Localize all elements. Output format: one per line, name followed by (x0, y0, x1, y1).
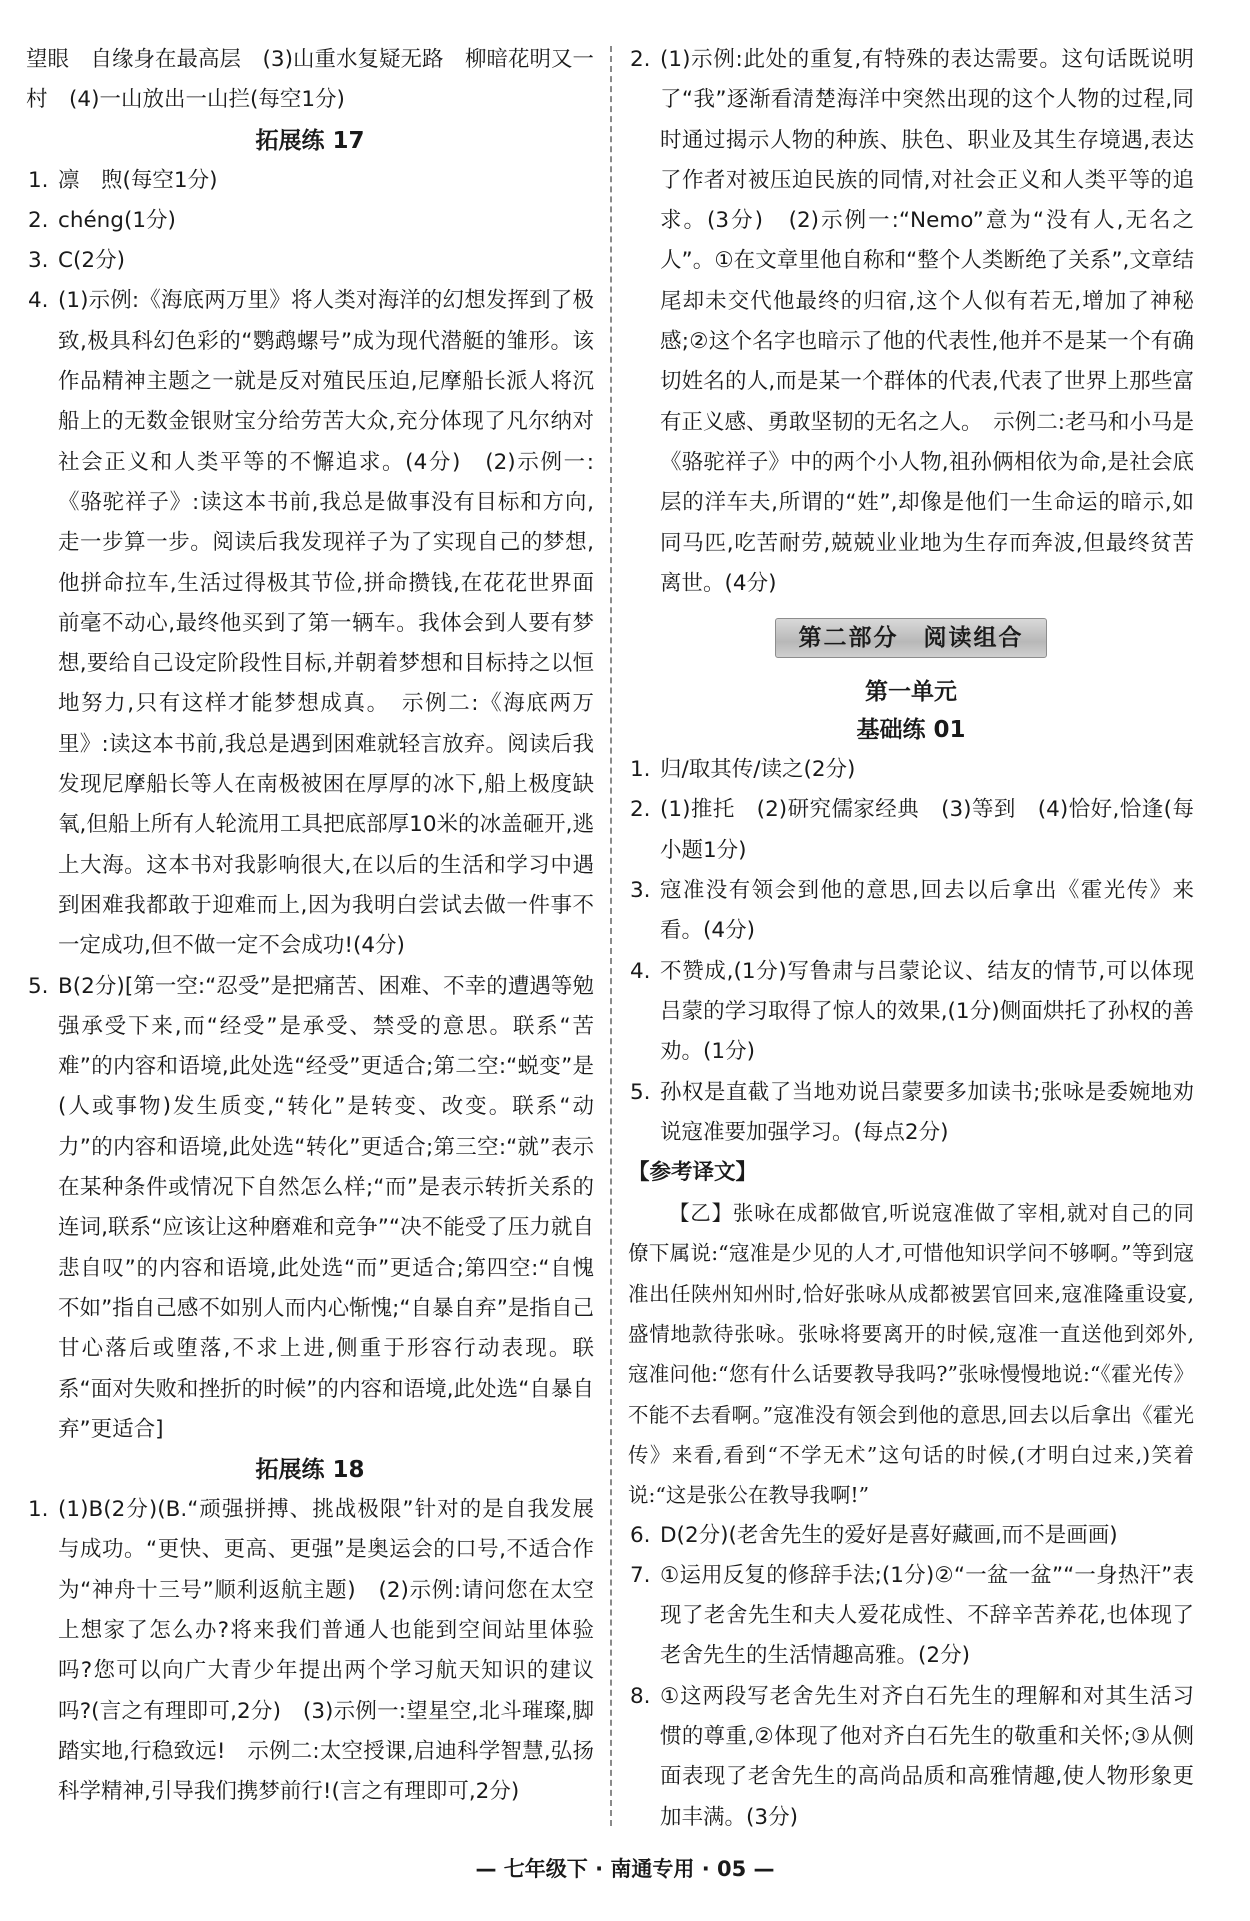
item-text: ①这两段写老舍先生对齐白石先生的理解和对其生活习惯的尊重,②体现了他对齐白石先生的敬重和关怀;③从侧面表现了老舍先生的高尚品质和高雅情趣,使人物形象更加丰满。(3分) (660, 1683, 1194, 1830)
item-text: (1)示例:《海底两万里》将人类对海洋的幻想发挥到了极致,极具科幻色彩的“鹦鹉螺号”成为现代潜艇的雏形。该作品精神主题之一就是反对殖民压迫,尼摩船长派人将沉船上的无数金银财宝分给劳苦大众,充分体现了凡尔纳对社会正义和人类平等的不懈追求。(4分) (2)示例一:《骆驼祥子》:读这本书前,我总是做事没有目标和方向,走一步算一步。阅读后我发现祥子为了实现自己的梦想,他拼命拉车,生活过得极其节俭,拼命攒钱,在花花世界面前毫不动心,最终他买到了第一辆车。我体会到人要有梦想,要给自己设定阶段性目标,并朝着梦想和目标持之以恒地努力,只有这样才能梦想成真。 示例二:《海底两万里》:读这本书前,我总是遇到困难就轻言放弃。阅读后我发现尼摩船长等人在南极被困在厚厚的冰下,船上极度缺氧,但船上所有人轮流用工具把底部厚10米的冰盖砸开,逃上大海。这本书对我影响很大,在以后的生活和学习中遇到困难我都敢于迎难而上,因为我明白尝试去做一件事不一定成功,但不做一定不会成功!(4分) (58, 288, 594, 959)
list-item (26, 161, 594, 201)
list-item (628, 871, 1194, 952)
item-number: 5. (630, 1079, 651, 1105)
list-item (628, 1516, 1194, 1556)
item-text: 寇准没有领会到他的意思,回去以后拿出《霍光传》来看。(4分) (660, 878, 1194, 944)
item-number: 2. (630, 797, 651, 823)
list-item (628, 1677, 1194, 1838)
item-text: chéng(1分) (58, 207, 176, 233)
item-text: (1)示例:此处的重复,有特殊的表达需要。这句话既说明了“我”逐渐看清楚海洋中突然出现的这个人物的过程,同时通过揭示人物的种族、肤色、职业及其生存境遇,表达了作者对被压迫民族的同情,对社会正义和人类平等的追求。(3分) (2)示例一:“Nemo”意为“没有人,无名之人”。①在文章里他自称和“整个人类断绝了关系”,文章结尾却未交代他最终的归宿,这个人似有若无,增加了神秘感;②这个名字也暗示了他的代表性,他并不是某一个有确切姓名的人,而是某一个群体的代表,代表了世界上那些富有正义感、勇敢坚韧的无名之人。 示例二:老马和小马是《骆驼祥子》中的两个小人物,祖孙俩相依为命,是社会底层的洋车夫,所谓的“姓”,却像是他们一生命运的暗示,如同马匹,吃苦耐劳,兢兢业业地为生存而奔波,但最终贫苦离世。(4分) (660, 47, 1194, 596)
item-number: 8. (630, 1683, 651, 1709)
item-number: 2. (630, 47, 651, 72)
unit-title: 第一单元 (865, 679, 957, 706)
item-text: 不赞成,(1分)写鲁肃与吕蒙论议、结友的情节,可以体现吕蒙的学习取得了惊人的效果,(1分)侧面烘托了孙权的善劝。(1分) (660, 958, 1194, 1065)
page-footer: — 七年级下 · 南通专用 · 05 — (475, 1857, 775, 1881)
item-number: 1. (28, 167, 49, 193)
reference-translation-label: 【参考译文】 (628, 1160, 758, 1186)
item-number: 4. (28, 288, 49, 314)
list-item (628, 40, 1194, 604)
item-number: 1. (28, 1497, 49, 1523)
item-number: 6. (630, 1522, 651, 1548)
left-column (26, 40, 594, 1812)
item-text: 归/取其传/读之(2分) (660, 757, 856, 783)
list-item (628, 1073, 1194, 1154)
list-item (628, 952, 1194, 1073)
column-divider (610, 46, 612, 1826)
section-title-18: 拓展练 18 (255, 1457, 365, 1484)
list-item (26, 241, 594, 281)
list-item (628, 750, 1194, 790)
item-number: 5. (28, 973, 49, 999)
part-banner-wrap (628, 604, 1194, 666)
reference-translation: 【乙】张咏在成都做官,听说寇准做了宰相,就对自己的同僚下属说:“寇准是少见的人才,可惜他知识学问不够啊。”等到寇准出任陕州知州时,恰好张咏从成都被罢官回来,寇准隆重设宴,盛情地款待张咏。张咏将要离开的时候,寇准一直送他到郊外,寇准问他:“您有什么话要教导我吗?”张咏慢慢地说:“《霍光传》不能不去看啊。”寇准没有领会到他的意思,回去以后拿出《霍光传》来看,看到“不学无术”这句话的时候,(才明白过来,)笑着说:“这是张公在教导我啊!” (628, 1201, 1194, 1508)
item-text: ①运用反复的修辞手法;(1分)②“一盆一盆”“一身热汗”表现了老舍先生和夫人爱花成性、不辞辛苦养花,也体现了老舍先生的生活情趣高雅。(2分) (660, 1562, 1194, 1669)
item-number: 7. (630, 1562, 651, 1588)
list-item (628, 1556, 1194, 1677)
item-text: (1)推托 (2)研究儒家经典 (3)等到 (4)恰好,恰逢(每小题1分) (660, 797, 1194, 863)
item-text: C(2分) (58, 248, 125, 274)
section-title-17: 拓展练 17 (255, 127, 365, 154)
list-item (26, 281, 594, 966)
item-text: (1)B(2分)(B.“顽强拼搏、挑战极限”针对的是自我发展与成功。“更快、更高、更强”是奥运会的口号,不适合作为“神舟十三号”顺利返航主题) (2)示例:请问您在太空上想家了怎么办?将来我们普通人也能到空间站里体验吗?您可以向广大青少年提出两个学习航天知识的建议吗?(言之有理即可,2分) (3)示例一:望星空,北斗璀璨,脚踏实地,行稳致远! 示例二:太空授课,启迪科学智慧,弘扬科学精神,引导我们携梦前行!(言之有理即可,2分) (58, 1497, 594, 1805)
part-banner: 第二部分 阅读组合 (775, 618, 1047, 658)
right-column (628, 40, 1194, 1838)
item-number: 3. (630, 878, 651, 904)
list-item (26, 201, 594, 241)
list-item (628, 790, 1194, 871)
item-number: 1. (630, 757, 651, 783)
item-text: B(2分)[第一空:“忍受”是把痛苦、困难、不幸的遭遇等勉强承受下来,而“经受”是承受、禁受的意思。联系“苦难”的内容和语境,此处选“经受”更适合;第二空:“蜕变”是(人或事物)发生质变,“转化”是转变、改变。联系“动力”的内容和语境,此处选“转化”更适合;第三空:“就”表示在某种条件或情况下自然怎么样;“而”是表示转折关系的连词,联系“应该让这种磨难和竞争”“决不能受了压力就自悲自叹”的内容和语境,此处选“而”更适合;第四空:“自愧不如”指自己感不如别人而内心惭愧;“自暴自弃”是指自己甘心落后或堕落,不求上进,侧重于形容行动表现。联系“面对失败和挫折的时候”的内容和语境,此处选“自暴自弃”更适合] (58, 973, 594, 1442)
item-number: 3. (28, 248, 49, 274)
item-number: 2. (28, 207, 49, 233)
item-text: 凛 煦(每空1分) (58, 167, 218, 193)
list-item (26, 967, 594, 1451)
item-text: 孙权是直截了当地劝说吕蒙要多加读书;张咏是委婉地劝说寇准要加强学习。(每点2分) (660, 1079, 1194, 1145)
item-text: D(2分)(老舍先生的爱好是喜好藏画,而不是画画) (660, 1522, 1118, 1548)
list-item (26, 1490, 594, 1812)
practice-title: 基础练 01 (856, 717, 966, 744)
intro-text: 望眼 自缘身在最高层 (3)山重水复疑无路 柳暗花明又一村 (4)一山放出一山拦(每空1分) (26, 47, 594, 113)
item-number: 4. (630, 958, 651, 984)
